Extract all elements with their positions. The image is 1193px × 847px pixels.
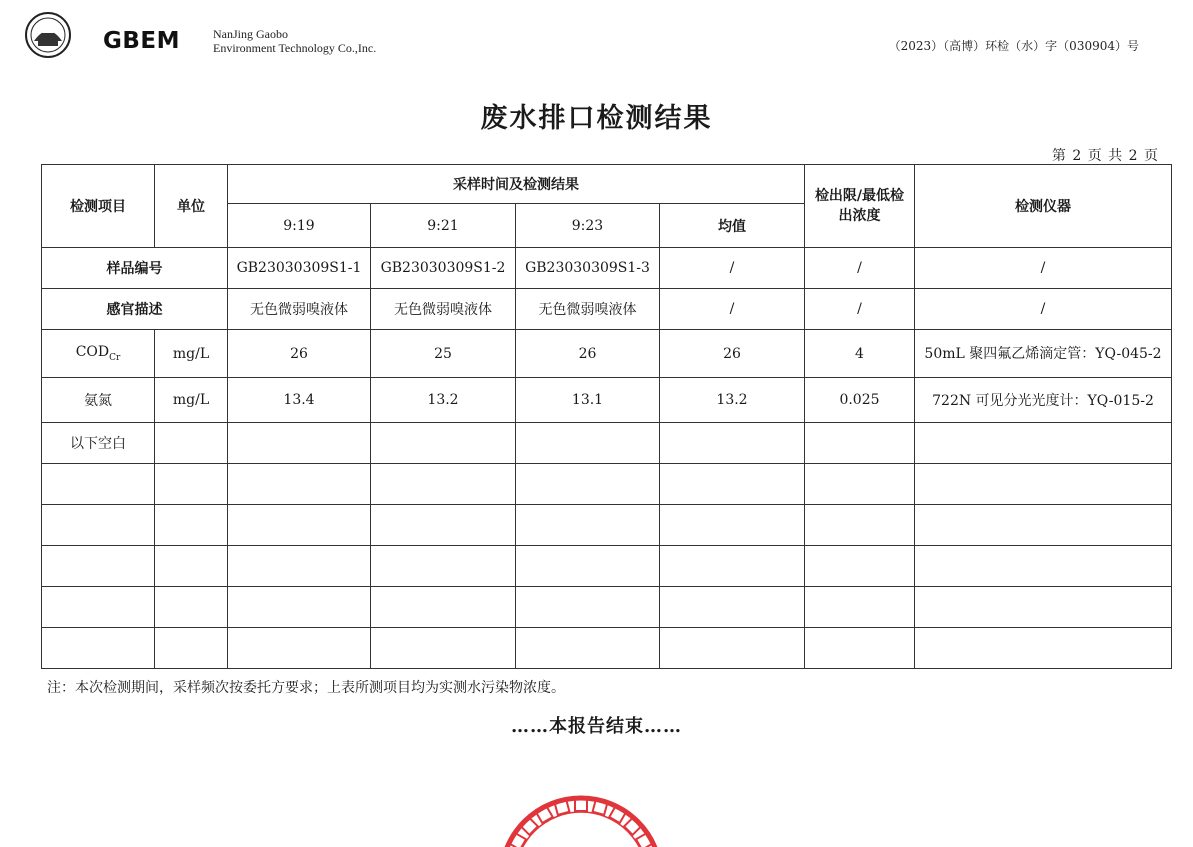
cell-value: 26 [228, 330, 371, 378]
cell-empty [371, 546, 516, 587]
cell-empty [660, 464, 805, 505]
cell-value: GB23030309S1-3 [516, 248, 660, 289]
cell-empty [42, 505, 155, 546]
cell-mean: 13.2 [660, 378, 805, 423]
cell-value: 无色微弱嗅液体 [371, 289, 516, 330]
cell-empty [371, 423, 516, 464]
company-name-line2: Environment Technology Co.,Inc. [213, 41, 377, 55]
brand-name: GBEM [103, 28, 181, 54]
cell-empty [155, 505, 228, 546]
cell-empty [228, 546, 371, 587]
cell-empty [155, 546, 228, 587]
table-row [42, 378, 1172, 423]
cell-empty [516, 505, 660, 546]
cell-empty [805, 628, 915, 669]
table-row [42, 587, 1172, 628]
cell-empty [660, 423, 805, 464]
results-table [41, 164, 1172, 669]
cell-value: 13.1 [516, 378, 660, 423]
cell-empty [42, 464, 155, 505]
cell-empty [805, 423, 915, 464]
header-mean: 均值 [660, 204, 805, 248]
cell-value: / [805, 289, 915, 330]
table-row [42, 546, 1172, 587]
cell-empty [660, 628, 805, 669]
cell-empty [516, 423, 660, 464]
cell-item [42, 330, 155, 378]
cell-empty [371, 587, 516, 628]
cell-value: 13.2 [371, 378, 516, 423]
cell-empty [42, 587, 155, 628]
cell-empty [660, 546, 805, 587]
cell-value: / [660, 289, 805, 330]
cell-value: / [915, 248, 1172, 289]
cell-empty [516, 546, 660, 587]
cell-value: GB23030309S1-1 [228, 248, 371, 289]
cell-limit: 4 [805, 330, 915, 378]
header-unit: 单位 [155, 165, 228, 248]
cell-mean: 26 [660, 330, 805, 378]
cell-empty [228, 628, 371, 669]
cell-unit: mg/L [155, 378, 228, 423]
cell-empty [805, 546, 915, 587]
row-label-sensory: 感官描述 [42, 289, 228, 330]
cell-empty [42, 628, 155, 669]
table-row [42, 330, 1172, 378]
cell-empty [228, 505, 371, 546]
seal-glyph-mark [575, 799, 587, 811]
cell-value: / [915, 289, 1172, 330]
cell-value: 26 [516, 330, 660, 378]
cell-empty [155, 423, 228, 464]
cell-unit: mg/L [155, 330, 228, 378]
item-name: 氨氮 [84, 393, 112, 409]
cell-empty [371, 505, 516, 546]
cell-value: 无色微弱嗅液体 [228, 289, 371, 330]
report-number: （2023）（高博）环检（水）字（030904）号 [888, 39, 1139, 53]
cell-empty [805, 464, 915, 505]
cell-instrument: 722N 可见分光光度计：YQ-015-2 [915, 378, 1172, 423]
table-row [42, 248, 1172, 289]
header-time-2: 9:21 [371, 204, 516, 248]
cell-empty [915, 423, 1172, 464]
cell-empty [516, 464, 660, 505]
cell-value: 无色微弱嗅液体 [516, 289, 660, 330]
header-time-3: 9:23 [516, 204, 660, 248]
cell-empty [371, 464, 516, 505]
company-name [213, 27, 376, 55]
table-row [42, 289, 1172, 330]
cell-value: 13.4 [228, 378, 371, 423]
table-row [42, 505, 1172, 546]
footnote: 注：本次检测期间，采样频次按委托方要求；上表所测项目均为实测水污染物浓度。 [47, 680, 565, 696]
cell-empty [805, 587, 915, 628]
company-logo-icon [24, 11, 72, 59]
cell-value: GB23030309S1-2 [371, 248, 516, 289]
header-item: 检测项目 [42, 165, 155, 248]
cell-blank-label: 以下空白 [42, 423, 155, 464]
cell-value: / [660, 248, 805, 289]
cell-empty [228, 464, 371, 505]
cell-empty [915, 546, 1172, 587]
header-sampling-group: 采样时间及检测结果 [228, 165, 805, 204]
table-row [42, 423, 1172, 464]
cell-empty [228, 423, 371, 464]
report-end-mark: ……本报告结束…… [511, 716, 682, 737]
cell-value: / [805, 248, 915, 289]
cell-empty [516, 628, 660, 669]
table-row [42, 628, 1172, 669]
cell-empty [371, 628, 516, 669]
company-name-line1: NanJing Gaobo [213, 27, 288, 41]
cell-empty [805, 505, 915, 546]
cell-empty [42, 546, 155, 587]
cell-empty [155, 587, 228, 628]
page-number: 第 2 页 共 2 页 [1051, 148, 1159, 164]
cell-item [42, 378, 155, 423]
cell-empty [915, 628, 1172, 669]
official-seal-icon [496, 790, 666, 847]
header-time-1: 9:19 [228, 204, 371, 248]
cell-empty [155, 628, 228, 669]
header-instrument: 检测仪器 [915, 165, 1172, 248]
cell-empty [660, 587, 805, 628]
cell-empty [228, 587, 371, 628]
cell-empty [516, 587, 660, 628]
cell-empty [915, 505, 1172, 546]
header-detection-limit: 检出限/最低检出浓度 [805, 165, 915, 248]
item-name: COD [75, 344, 110, 361]
table-row [42, 464, 1172, 505]
item-subscript: Cr [109, 352, 121, 363]
cell-empty [155, 464, 228, 505]
page-title: 废水排口检测结果 [480, 103, 713, 134]
cell-value: 25 [371, 330, 516, 378]
cell-instrument: 50mL 聚四氟乙烯滴定管：YQ-045-2 [915, 330, 1172, 378]
row-label-sample-id: 样品编号 [42, 248, 228, 289]
cell-limit: 0.025 [805, 378, 915, 423]
cell-empty [915, 464, 1172, 505]
cell-empty [915, 587, 1172, 628]
cell-empty [660, 505, 805, 546]
